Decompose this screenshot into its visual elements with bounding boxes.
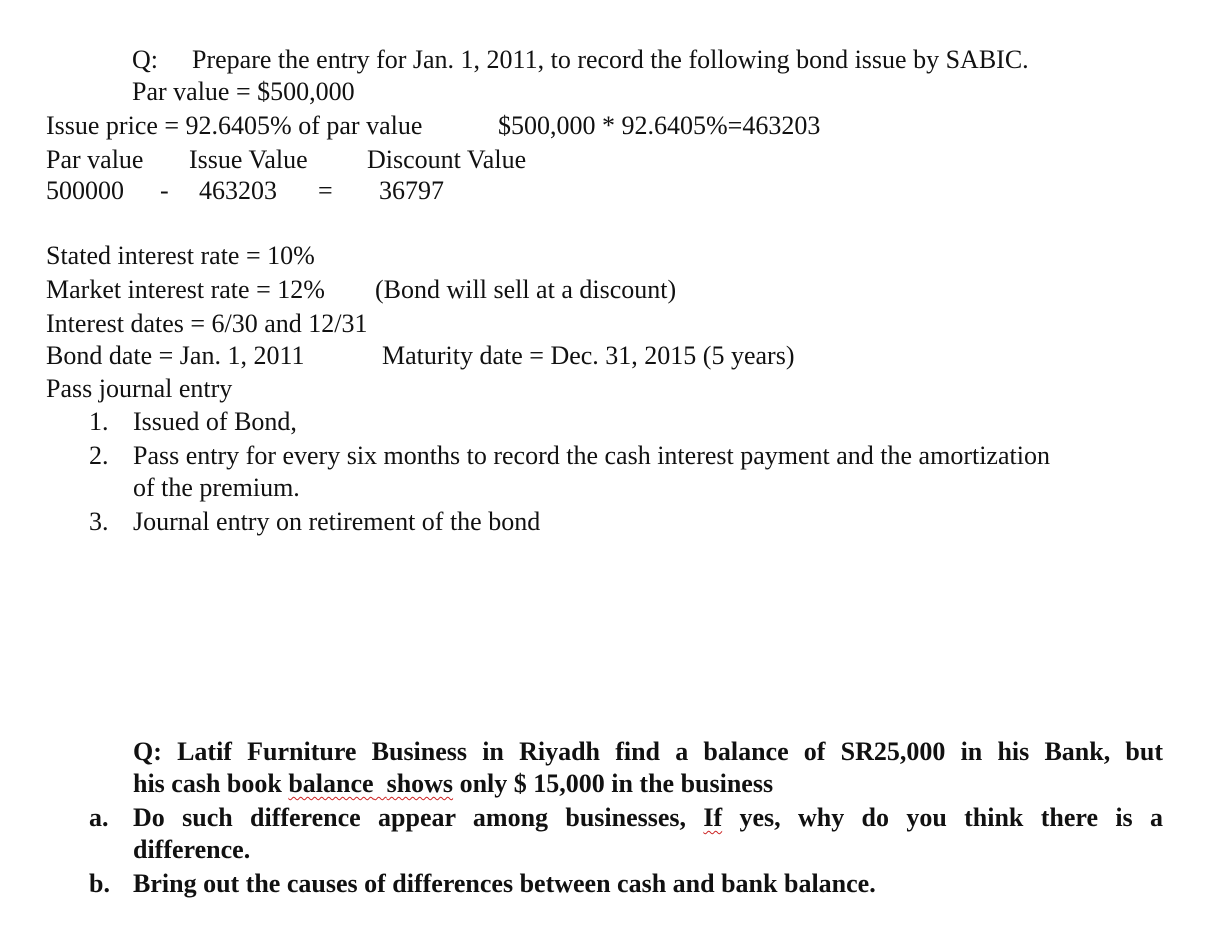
header-issue-value: Issue Value bbox=[189, 145, 308, 174]
q2-item-a-line-1 bbox=[133, 802, 1163, 834]
header-discount-value: Discount Value bbox=[367, 145, 527, 174]
bond-date: Bond date = Jan. 1, 2011 bbox=[46, 341, 305, 370]
discount-note: (Bond will sell at a discount) bbox=[375, 275, 677, 304]
market-rate: Market interest rate = 12% bbox=[46, 275, 325, 304]
issue-price-line: Issue price = 92.6405% of par value bbox=[46, 111, 423, 140]
grammar-flag: shows bbox=[386, 769, 454, 798]
grammar-flag-gap bbox=[374, 769, 387, 798]
issue-price-calc: $500,000 * 92.6405%=463203 bbox=[498, 111, 821, 140]
list-item-number: 2. bbox=[89, 441, 109, 470]
list-item: Pass entry for every six months to record the cash interest payment and the amortization bbox=[133, 441, 1050, 470]
stated-rate: Stated interest rate = 10% bbox=[46, 241, 315, 270]
interest-dates: Interest dates = 6/30 and 12/31 bbox=[46, 309, 368, 338]
q2-text: only $ 15,000 in the business bbox=[453, 769, 774, 798]
q2-title-line-1: Q: Latif Furniture Business in Riyadh find a balance of SR25,000 in his Bank, but bbox=[133, 737, 1163, 766]
pass-journal-entry: Pass journal entry bbox=[46, 374, 233, 403]
list-item-number: 1. bbox=[89, 407, 109, 436]
q2-item-a-label: a. bbox=[89, 803, 109, 832]
calc-minus: - bbox=[160, 176, 169, 205]
list-item-continuation: of the premium. bbox=[133, 473, 300, 502]
calc-discount: 36797 bbox=[379, 176, 444, 205]
maturity-date: Maturity date = Dec. 31, 2015 (5 years) bbox=[382, 341, 795, 370]
grammar-flag: If bbox=[703, 803, 723, 832]
par-value-line: Par value = $500,000 bbox=[132, 77, 355, 106]
q2-item-b-text: Bring out the causes of differences between cash and bank balance. bbox=[133, 869, 876, 898]
q2-item-b-label: b. bbox=[89, 869, 110, 898]
list-item: Journal entry on retirement of the bond bbox=[133, 507, 541, 536]
header-par-value: Par value bbox=[46, 145, 144, 174]
calc-par: 500000 bbox=[46, 176, 124, 205]
calc-issue: 463203 bbox=[199, 176, 277, 205]
q2-text: his cash book bbox=[133, 769, 289, 798]
q2-text: Do such difference appear among businesses, bbox=[133, 803, 704, 832]
q1-title: Prepare the entry for Jan. 1, 2011, to record the following bond issue by SABIC. bbox=[192, 45, 1029, 74]
q2-title-line-2 bbox=[133, 768, 773, 800]
calc-equals: = bbox=[318, 176, 333, 205]
grammar-flag: balance bbox=[288, 769, 374, 798]
q2-item-a-line-2: difference. bbox=[133, 835, 251, 864]
list-item-number: 3. bbox=[89, 507, 109, 536]
q1-prefix: Q: bbox=[132, 45, 158, 74]
list-item: Issued of Bond, bbox=[133, 407, 297, 436]
q2-text: yes, why do you think there is a bbox=[722, 803, 1163, 832]
